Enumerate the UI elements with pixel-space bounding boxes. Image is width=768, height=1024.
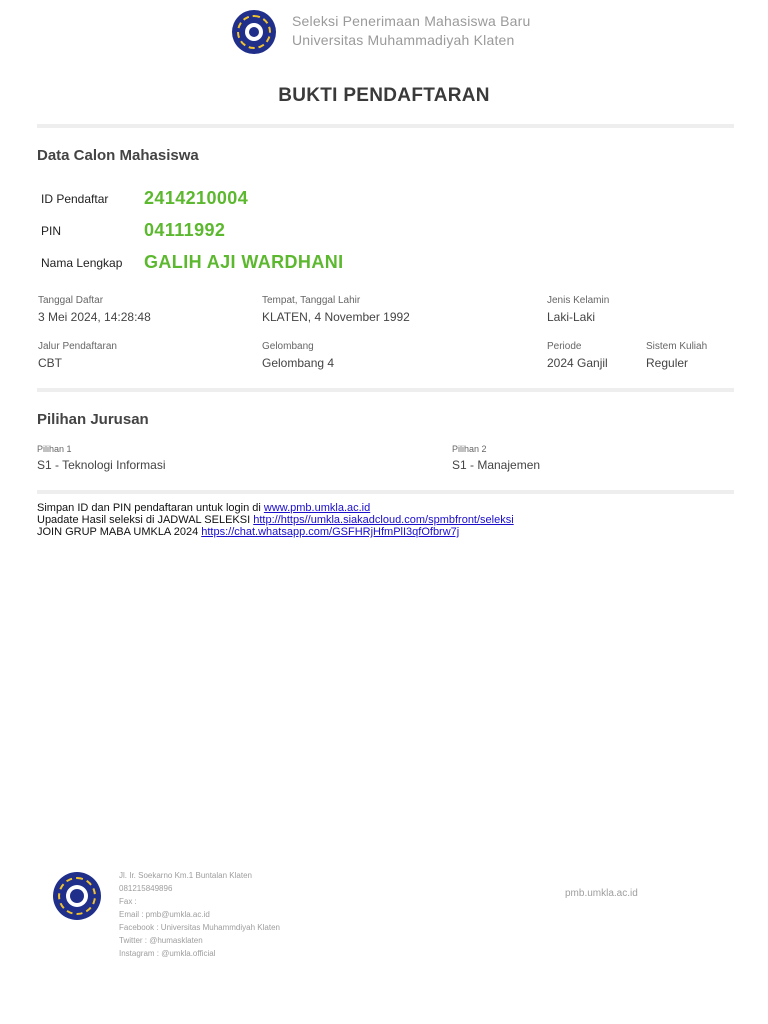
pin-label: PIN bbox=[41, 224, 62, 238]
footer-university-logo bbox=[53, 872, 101, 920]
ttl-label: Tempat, Tanggal Lahir bbox=[262, 295, 361, 306]
seleksi-link[interactable]: http://https//umkla.siakadcloud.com/spmbfront/seleksi bbox=[253, 514, 514, 526]
whatsapp-note-text: JOIN GRUP MABA UMKLA 2024 bbox=[37, 526, 202, 538]
divider bbox=[37, 490, 734, 494]
pmb-website-link[interactable]: www.pmb.umkla.ac.id bbox=[263, 502, 371, 514]
footer-email: Email : pmb@umkla.ac.id bbox=[119, 910, 210, 919]
sistem-kuliah-value: Reguler bbox=[646, 356, 689, 370]
section-title-jurusan: Pilihan Jurusan bbox=[37, 411, 149, 428]
header-line-2: Universitas Muhammadiyah Klaten bbox=[292, 32, 515, 48]
tanggal-daftar-label: Tanggal Daftar bbox=[38, 295, 104, 306]
whatsapp-note bbox=[37, 526, 459, 538]
jenis-kelamin-label: Jenis Kelamin bbox=[547, 295, 610, 306]
login-note bbox=[37, 502, 370, 514]
page-title: BUKTI PENDAFTARAN bbox=[278, 85, 490, 106]
pilihan-2-value: S1 - Manajemen bbox=[452, 458, 541, 472]
footer-fax: Fax : bbox=[119, 897, 137, 906]
jalur-label: Jalur Pendaftaran bbox=[38, 341, 117, 352]
periode-label: Periode bbox=[547, 341, 582, 352]
seleksi-note bbox=[37, 514, 514, 526]
seleksi-note-text: Upadate Hasil seleksi di JADWAL SELEKSI bbox=[37, 514, 254, 526]
jalur-value: CBT bbox=[38, 356, 62, 370]
header-line-1: Seleksi Penerimaan Mahasiswa Baru bbox=[292, 13, 531, 29]
pin-value: 04111992 bbox=[144, 220, 226, 240]
id-pendaftar-label: ID Pendaftar bbox=[41, 192, 109, 206]
divider bbox=[37, 388, 734, 392]
footer-phone: 081215849896 bbox=[119, 884, 173, 893]
ttl-value: KLATEN, 4 November 1992 bbox=[262, 310, 410, 324]
nama-lengkap-value: GALIH AJI WARDHANI bbox=[144, 252, 344, 272]
gelombang-label: Gelombang bbox=[262, 341, 314, 352]
id-pendaftar-value: 2414210004 bbox=[144, 188, 249, 208]
pilihan-2-label: Pilihan 2 bbox=[452, 444, 487, 454]
footer-address: Jl. Ir. Soekarno Km.1 Buntalan Klaten bbox=[119, 871, 252, 880]
gelombang-value: Gelombang 4 bbox=[262, 356, 335, 370]
nama-lengkap-label: Nama Lengkap bbox=[41, 256, 123, 270]
footer-contact bbox=[119, 869, 280, 960]
tanggal-daftar-value: 3 Mei 2024, 14:28:48 bbox=[38, 310, 151, 324]
footer-instagram: Instagram : @umkla.official bbox=[119, 949, 216, 958]
jenis-kelamin-value: Laki-Laki bbox=[547, 310, 596, 324]
divider bbox=[37, 124, 734, 128]
whatsapp-group-link[interactable]: https://chat.whatsapp.com/GSFHRjHfmPlI3qfOfbrw7j bbox=[201, 526, 460, 538]
university-logo bbox=[232, 10, 276, 54]
login-note-text: Simpan ID dan PIN pendaftaran untuk login di bbox=[37, 502, 264, 514]
footer-twitter: Twitter : @humasklaten bbox=[119, 936, 203, 945]
footer-site-link[interactable]: pmb.umkla.ac.id bbox=[565, 888, 638, 899]
periode-value: 2024 Ganjil bbox=[547, 356, 608, 370]
section-title-calon: Data Calon Mahasiswa bbox=[37, 147, 199, 164]
footer-facebook: Facebook : Universitas Muhammdiyah Klaten bbox=[119, 923, 280, 932]
pilihan-1-label: Pilihan 1 bbox=[37, 444, 72, 454]
pilihan-1-value: S1 - Teknologi Informasi bbox=[37, 458, 166, 472]
sistem-kuliah-label: Sistem Kuliah bbox=[646, 341, 708, 352]
